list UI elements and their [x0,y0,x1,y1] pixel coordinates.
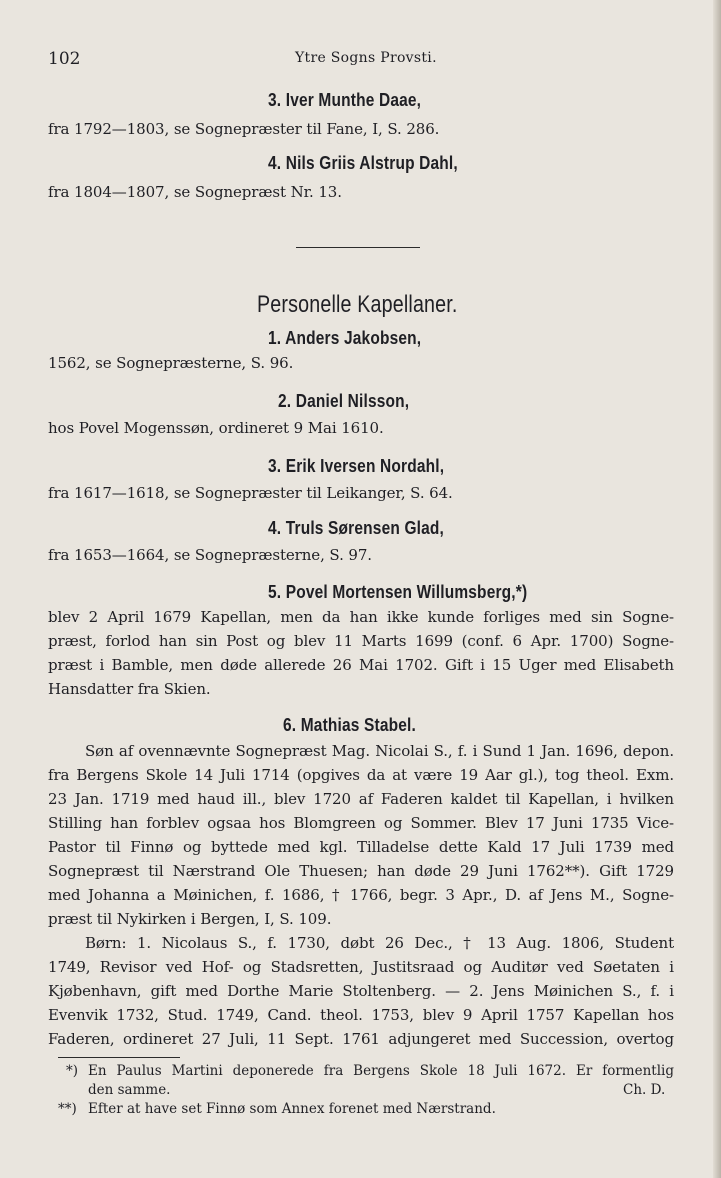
heading-mathias-stabel: 6. Mathias Stabel. [283,715,417,735]
text-line: fra 1653—1664, se Sognepræsterne, S. 97. [48,546,372,564]
text-line: Stilling han forblev ogsaa hos Blomgreen og Sommer. Blev 17 Juni 1735 Vice- [48,814,674,832]
text-line: hos Povel Mogenssøn, ordineret 9 Mai 1610. [48,419,384,437]
text-line: med Johanna a Møinichen, f. 1686, † 1766, begr. 3 Apr., D. af Jens M., Sogne- [48,886,674,904]
footnote-marker: **) [58,1101,77,1117]
text-line: præst til Nykirken i Bergen, I, S. 109. [48,910,332,928]
text-line: fra 1804—1807, se Sognepræst Nr. 13. [48,183,342,201]
footnote-text: Efter at have set Finnø som Annex forenet med Nærstrand. [88,1101,496,1117]
text-line: Hansdatter fra Skien. [48,680,211,698]
heading-erik-iversen-nordahl: 3. Erik Iversen Nordahl, [268,456,445,476]
heading-truls-sorensen-glad: 4. Truls Sørensen Glad, [268,518,445,538]
footnote-marker: *) [66,1063,79,1079]
footnote-divider [58,1057,180,1058]
text-line: Kjøbenhavn, gift med Dorthe Marie Stoltenberg. — 2. Jens Møinichen S., f. i [48,982,674,1000]
page-number: 102 [48,49,81,69]
text-line: 1749, Revisor ved Hof- og Stadsretten, Justitsraad og Auditør ved Søetaten i [48,958,674,976]
text-line: præst, forlod han sin Post og blev 11 Marts 1699 (conf. 6 Apr. 1700) Sogne- [48,632,674,650]
text-line: præst i Bamble, men døde allerede 26 Mai 1702. Gift i 15 Uger med Elisabeth [48,656,674,674]
text-line: Søn af ovennævnte Sognepræst Mag. Nicolai S., f. i Sund 1 Jan. 1696, depon. [85,742,674,760]
text-line: fra 1792—1803, se Sognepræster til Fane, I, S. 286. [48,120,440,138]
text-line: Børn: 1. Nicolaus S., f. 1730, døbt 26 Dec., † 13 Aug. 1806, Student [85,934,674,952]
text-line: Sognepræst til Nærstrand Ole Thuesen; han døde 29 Juni 1762**). Gift 1729 [48,862,674,880]
heading-povel-mortensen-willumsberg: 5. Povel Mortensen Willumsberg,*) [268,582,528,602]
text-line: Pastor til Finnø og byttede med kgl. Tilladelse dette Kald 17 Juli 1739 med [48,838,674,856]
heading-anders-jakobsen: 1. Anders Jakobsen, [268,328,422,348]
heading-nils-griis-alstrup-dahl: 4. Nils Griis Alstrup Dahl, [268,153,458,173]
heading-daniel-nilsson: 2. Daniel Nilsson, [278,391,410,411]
section-title: Personelle Kapellaner. [257,291,458,318]
footnote-text: den samme. [88,1082,171,1098]
footnote-signature: Ch. D. [623,1082,666,1098]
footnote-text: En Paulus Martini deponerede fra Bergens Skole 18 Juli 1672. Er formentlig [88,1063,674,1079]
heading-iver-munthe-daae: 3. Iver Munthe Daae, [268,90,422,110]
text-line: fra Bergens Skole 14 Juli 1714 (opgives da at være 19 Aar gl.), tog theol. Exm. [48,766,674,784]
text-line: 1562, se Sognepræsterne, S. 96. [48,354,294,372]
page-edge-shadow [713,0,721,1178]
text-line: fra 1617—1618, se Sognepræster til Leikanger, S. 64. [48,484,453,502]
text-line: blev 2 April 1679 Kapellan, men da han ikke kunde forliges med sin Sogne- [48,608,674,626]
running-title: Ytre Sogns Provsti. [295,50,437,66]
text-line: Faderen, ordineret 27 Juli, 11 Sept. 1761 adjungeret med Succession, overtog [48,1030,674,1048]
text-line: Evenvik 1732, Stud. 1749, Cand. theol. 1753, blev 9 April 1757 Kapellan hos [48,1006,674,1024]
text-line: 23 Jan. 1719 med haud ill., blev 1720 af Faderen kaldet til Kapellan, i hvilken [48,790,674,808]
section-divider [296,247,420,248]
